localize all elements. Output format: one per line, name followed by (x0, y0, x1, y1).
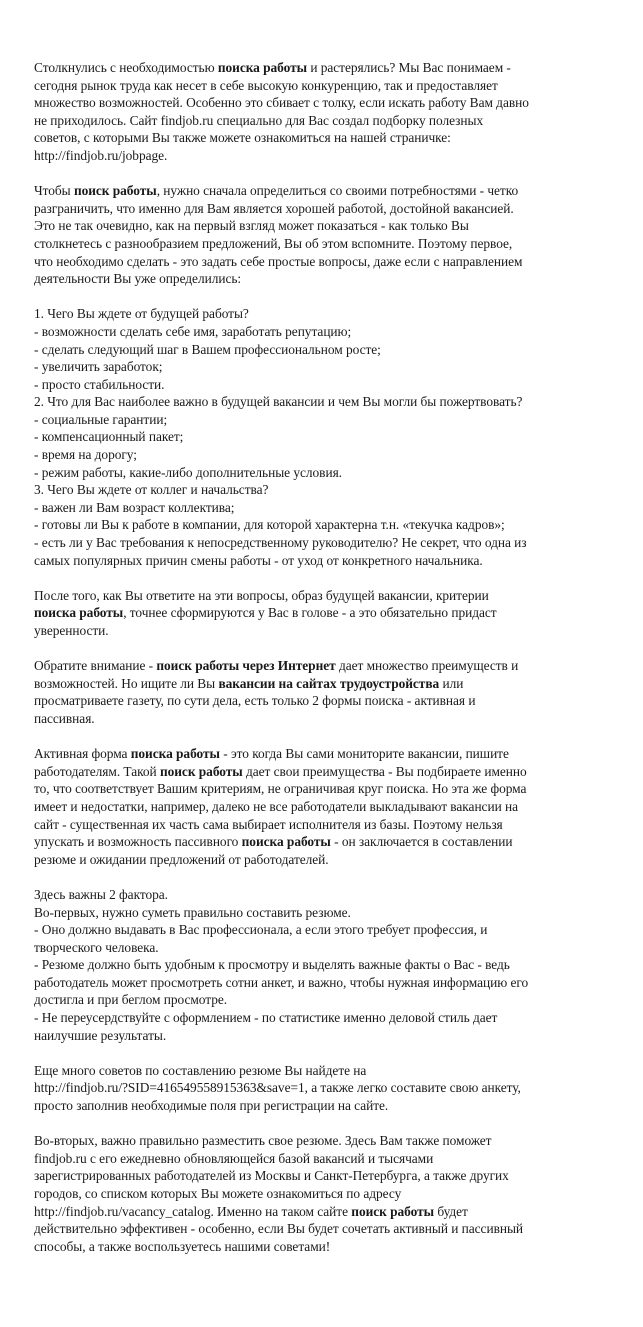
text-line (34, 305, 624, 323)
text-run: уверенности. (34, 623, 109, 638)
text-run: - готовы ли Вы к работе в компании, для которой характерна т.н. «текучка кадров»; (34, 517, 505, 533)
paragraph (34, 305, 624, 569)
bold-keyword: поиска работы (241, 834, 331, 850)
text-line (34, 94, 624, 112)
text-run: или (439, 675, 464, 691)
text-run: наилучшие результаты. (34, 1027, 167, 1043)
text-line (34, 1009, 624, 1027)
text-line (34, 270, 624, 288)
text-line (34, 1097, 624, 1115)
text-line (34, 692, 624, 710)
text-run: дает множество преимуществ и (335, 658, 519, 674)
text-run: не приходилось. Сайт findjob.ru специально для Вас создал подборку полезных (34, 112, 484, 128)
text-run: findjob.ru с его ежедневно обновляющейся базой вакансий и тысячами (34, 1150, 434, 1166)
text-run: возможностей. Но ищите ли Вы (34, 675, 219, 691)
paragraph (34, 59, 624, 165)
text-line (34, 129, 624, 147)
text-line (34, 1079, 624, 1097)
text-run: то, что соответствует Вашим критериям, не ограничивая круг поиска. Но эта же форма (34, 781, 527, 797)
text-line (34, 587, 624, 605)
bold-keyword: поиск работы (73, 183, 157, 199)
text-line (34, 886, 624, 904)
text-run: Во-вторых, важно правильно разместить свое резюме. Здесь Вам также поможет (34, 1133, 492, 1149)
text-line (34, 745, 624, 763)
text-line (34, 200, 624, 218)
text-run: 3. Чего Вы ждете от коллег и начальства? (34, 482, 269, 498)
text-line (34, 1220, 624, 1238)
text-run: работодателям. Такой (34, 763, 160, 779)
bold-keyword: поиск работы (159, 763, 243, 779)
text-line (34, 393, 624, 411)
text-run: зарегистрированных работодателей из Москвы и Санкт-Петербурга, а также других (34, 1168, 509, 1184)
text-run: способы, а также воспользуетесь нашими советами! (34, 1238, 331, 1254)
bold-keyword: поиска работы (130, 746, 220, 762)
text-run: Обратите внимание - (34, 658, 157, 674)
paragraph (34, 745, 624, 868)
text-line (34, 1132, 624, 1150)
text-line (34, 956, 624, 974)
text-line (34, 59, 624, 77)
text-line (34, 534, 624, 552)
text-line (34, 341, 624, 359)
text-run: - это когда Вы сами мониторите вакансии, пишите (219, 746, 509, 762)
bold-keyword: поиск работы через Интернет (156, 658, 336, 674)
text-line (34, 217, 624, 235)
text-line (34, 411, 624, 429)
text-run: - важен ли Вам возраст коллектива; (34, 499, 235, 515)
text-run: столкнетесь с разнообразием предложений, Вы об этом вспомните. Поэтому первое, (34, 235, 513, 251)
text-run: - социальные гарантии; (34, 411, 168, 427)
paragraph (34, 657, 624, 727)
text-run: http://findjob.ru/vacancy_catalog. Именно на таком сайте (34, 1203, 352, 1219)
paragraph (34, 1062, 624, 1115)
text-line (34, 763, 624, 781)
text-line (34, 481, 624, 499)
text-run: достигла и при беглом просмотре. (34, 992, 228, 1008)
text-run: - увеличить заработок; (34, 359, 163, 375)
text-run: действительно эффективен - особенно, если Вы будет сочетать активный и пассивный (34, 1221, 524, 1237)
text-line (34, 1185, 624, 1203)
text-run: творческого человека. (34, 939, 159, 955)
text-line (34, 1203, 624, 1221)
paragraph (34, 886, 624, 1044)
text-line (34, 604, 624, 622)
bold-keyword: поиска работы (34, 605, 124, 621)
text-line (34, 991, 624, 1009)
text-run: , точнее сформируются у Вас в голове - а это обязательно придаст (123, 605, 497, 621)
paragraph (34, 182, 624, 288)
paragraph (34, 1132, 624, 1255)
text-line (34, 516, 624, 534)
text-run: - возможности сделать себе имя, заработать репутацию; (34, 323, 352, 339)
text-line (34, 253, 624, 271)
text-line (34, 499, 624, 517)
text-line (34, 657, 624, 675)
text-line (34, 939, 624, 957)
text-line (34, 552, 624, 570)
text-run: Столкнулись с необходимостью (34, 60, 218, 75)
text-run: Еще много советов по составлению резюме Вы найдете на (34, 1062, 367, 1078)
text-line (34, 323, 624, 341)
text-run: Здесь важны 2 фактора. (34, 886, 168, 902)
text-run: что необходимо сделать - это задать себе простые вопросы, даже если с направлением (34, 253, 523, 269)
text-run: - Не переусердствуйте с оформлением - по статистике именно деловой стиль дает (34, 1010, 498, 1026)
bold-keyword: вакансии на сайтах трудоустройства (218, 675, 440, 691)
text-line (34, 851, 624, 869)
text-run: http://findjob.ru/?SID=416549558915363&save=1, а также легко составите свою анкету, (34, 1080, 521, 1096)
text-line (34, 816, 624, 834)
text-run: городов, со списком которых Вы можете ознакомиться по адресу (34, 1186, 402, 1201)
text-line (34, 710, 624, 728)
text-run: просматриваете газету, по сути дела, есть только 2 формы поиска - активная и (34, 693, 476, 709)
text-run: - Резюме должно быть удобным к просмотру и выделять важные факты о Вас - ведь (34, 957, 510, 973)
text-line (34, 675, 624, 693)
text-line (34, 622, 624, 640)
text-line (34, 77, 624, 95)
bold-keyword: поиск работы (351, 1203, 435, 1219)
text-line (34, 921, 624, 939)
text-run: 1. Чего Вы ждете от будущей работы? (34, 306, 249, 322)
text-run: - режим работы, какие-либо дополнительные условия. (34, 464, 342, 480)
text-line (34, 1167, 624, 1185)
text-run: - он заключается в составлении (330, 834, 513, 850)
text-line (34, 1062, 624, 1080)
text-run: - Оно должно выдавать в Вас профессионала, а если этого требует профессия, и (34, 922, 488, 938)
text-line (34, 428, 624, 446)
text-run: - время на дорогу; (34, 447, 137, 463)
text-run: Активная форма (34, 746, 131, 762)
text-run: Во-первых, нужно суметь правильно составить резюме. (34, 904, 351, 920)
paragraph (34, 587, 624, 640)
text-run: сайт - существенная их часть сама выбирает исполнителя из базы. Поэтому нельзя (34, 816, 503, 832)
text-run: - просто стабильности. (34, 376, 165, 392)
text-line (34, 1150, 624, 1168)
text-line (34, 1238, 624, 1256)
text-run: - компенсационный пакет; (34, 429, 184, 445)
text-line (34, 147, 624, 165)
text-run: Чтобы (34, 183, 74, 199)
text-run: , нужно сначала определиться со своими потребностями - четко (156, 183, 519, 199)
text-run: самых популярных причин смены работы - от уход от конкретного начальника. (34, 552, 483, 568)
text-line (34, 376, 624, 394)
text-line (34, 904, 624, 922)
bold-keyword: поиска работы (217, 60, 308, 75)
text-run: - есть ли у Вас требования к непосредственному руководителю? Не секрет, что одна из (34, 535, 527, 551)
article-body (34, 59, 624, 1273)
text-line (34, 780, 624, 798)
text-run: просто заполнив необходимые поля при регистрации на сайте. (34, 1098, 389, 1114)
text-line (34, 464, 624, 482)
text-run: упускать и возможность пассивного (34, 834, 242, 850)
text-line (34, 446, 624, 464)
text-run: работодатель может просмотреть сотни анкет, и важно, чтобы нужная информацию его (34, 974, 529, 990)
text-line (34, 798, 624, 816)
text-run: - сделать следующий шаг в Вашем профессиональном росте; (34, 341, 381, 357)
text-run: будет (434, 1203, 468, 1219)
text-run: Это не так очевидно, как на первый взгляд может показаться - как только Вы (34, 218, 469, 234)
text-run: имеет и недостатки, например, далеко не все работодатели выкладывают вакансии на (34, 798, 518, 814)
text-run: резюме и ожидании предложений от работодателей. (34, 851, 329, 867)
text-run: деятельности Вы уже определились: (34, 271, 242, 287)
text-run: и растерялись? Мы Вас понимаем - (307, 60, 511, 75)
text-run: После того, как Вы ответите на эти вопросы, образ будущей вакансии, критерии (34, 587, 489, 603)
text-line (34, 235, 624, 253)
text-run: разграничить, что именно для Вам является хорошей работой, достойной вакансией. (34, 200, 514, 216)
text-run: советов, с которыми Вы также можете ознакомиться на нашей страничке: (34, 130, 451, 146)
text-line (34, 974, 624, 992)
text-run: пассивная. (34, 710, 95, 726)
text-run: http://findjob.ru/jobpage. (34, 147, 168, 163)
text-run: сегодня рынок труда как несет в себе высокую конкуренцию, так и предоставляет (34, 77, 498, 93)
text-line (34, 358, 624, 376)
text-run: 2. Что для Вас наиболее важно в будущей вакансии и чем Вы могли бы пожертвовать? (34, 394, 523, 410)
text-line (34, 182, 624, 200)
text-run: дает свои преимущества - Вы подбираете именно (242, 763, 527, 779)
text-line (34, 833, 624, 851)
text-run: множество возможностей. Особенно это сбивает с толку, если искать работу Вам давно (34, 95, 529, 111)
text-line (34, 112, 624, 130)
text-line (34, 1027, 624, 1045)
